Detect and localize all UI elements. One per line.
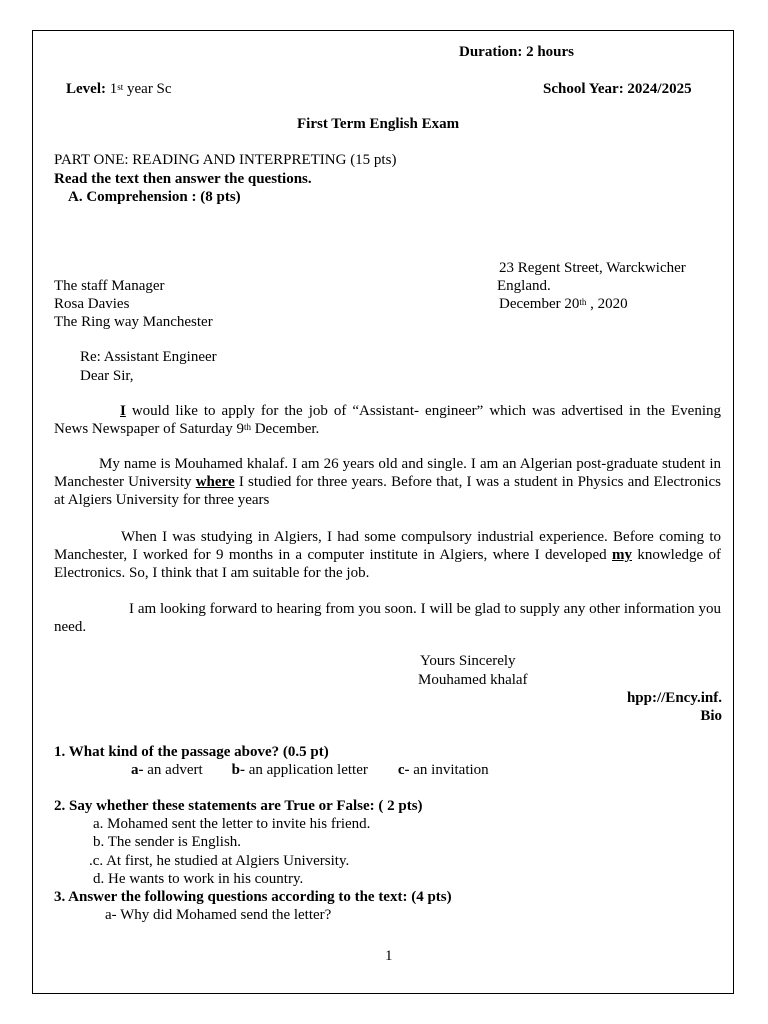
option-b-letter: b-: [231, 762, 245, 778]
sender-address-line-1: 23 Regent Street, Warckwicher: [499, 260, 686, 276]
question-2: 2. Say whether these statements are True or False: ( 2 pts): [54, 798, 423, 814]
part-one-instruction: Read the text then answer the questions.: [54, 171, 312, 187]
question-1: 1. What kind of the passage above? (0.5 pt): [54, 744, 329, 760]
paragraph-3-text-a: When I was studying in Algiers, I had some compulsory industrial experience. Before coming to Manchester, I worked for 9 months in a computer institute in Algiers, where I developed: [54, 529, 721, 563]
option-c-text: an invitation: [409, 762, 489, 778]
option-a-text: an advert: [143, 762, 203, 778]
level: [66, 80, 172, 98]
question-3-item-a: a- Why did Mohamed send the letter?: [105, 907, 332, 923]
question-2-statement-a: a. Mohamed sent the letter to invite his friend.: [93, 816, 371, 832]
school-year: School Year: 2024/2025: [543, 81, 692, 97]
paragraph-1-sup: th: [243, 422, 251, 432]
date-sup: th: [579, 297, 587, 307]
exam-title: First Term English Exam: [297, 116, 460, 132]
paragraph-2-text-a: My name is Mouhamed khalaf. I am 26 years old and single. I am an Algerian post-graduate student in Manchester University: [54, 456, 721, 490]
question-3: 3. Answer the following questions according to the text: (4 pts): [54, 889, 452, 905]
recipient-line-2: Rosa Davies: [54, 296, 130, 312]
page-number: 1: [385, 948, 393, 964]
option-b-text: an application letter: [244, 762, 368, 778]
paragraph-1-end: December.: [250, 421, 320, 437]
duration: Duration: 2 hours: [459, 44, 575, 60]
letter-paragraph-2: [54, 455, 721, 509]
letter-paragraph-3: [54, 528, 721, 582]
letter-closing: Yours Sincerely: [420, 653, 516, 669]
part-one-heading: PART ONE: READING AND INTERPRETING (15 pts): [54, 152, 397, 168]
date-text: December 20: [499, 296, 580, 312]
question-2-statement-d: d. He wants to work in his country.: [93, 871, 304, 887]
question-1-options: [131, 761, 489, 779]
recipient-line-1: The staff Manager: [54, 278, 165, 294]
level-num: 1: [109, 81, 118, 97]
underlined-word-i: I: [120, 403, 126, 419]
source-line-2: Bio: [700, 708, 722, 724]
level-sup: st: [117, 82, 124, 92]
source-line-1: hpp://Ency.inf.: [626, 690, 722, 706]
letter-salutation: Dear Sir,: [80, 368, 134, 384]
sender-address-line-2: England.: [497, 278, 551, 294]
question-2-statement-c: .c. At first, he studied at Algiers University.: [89, 853, 350, 869]
level-label: Level:: [66, 81, 106, 97]
letter-paragraph-1: [54, 402, 721, 438]
letter-signature: Mouhamed khalaf: [418, 672, 528, 688]
section-a-heading: A. Comprehension : (8 pts): [68, 189, 241, 205]
letter-subject: Re: Assistant Engineer: [80, 349, 217, 365]
recipient-line-3: The Ring way Manchester: [54, 314, 213, 330]
level-rest: year Sc: [123, 81, 172, 97]
paragraph-3-text-b: knowledge of Electronics. So, I think that I am suitable for the job.: [54, 547, 721, 581]
date-year: , 2020: [586, 296, 628, 312]
question-2-statement-b: b. The sender is English.: [93, 834, 242, 850]
paragraph-1-text: would like to apply for the job of “Assistant- engineer” which was advertised in the Evening News Newspaper of Saturday 9: [54, 403, 721, 437]
underlined-word-my: my: [611, 547, 632, 563]
paragraph-2-text-b: I studied for three years. Before that, I was a student in Physics and Electronics at Algiers University for three years: [54, 474, 721, 508]
letter-date: [499, 295, 628, 313]
option-c-letter: c-: [397, 762, 410, 778]
underlined-word-where: where: [195, 474, 235, 490]
letter-paragraph-4: I am looking forward to hearing from you soon. I will be glad to supply any other information you need.: [54, 601, 721, 635]
option-a-letter: a-: [131, 762, 144, 778]
